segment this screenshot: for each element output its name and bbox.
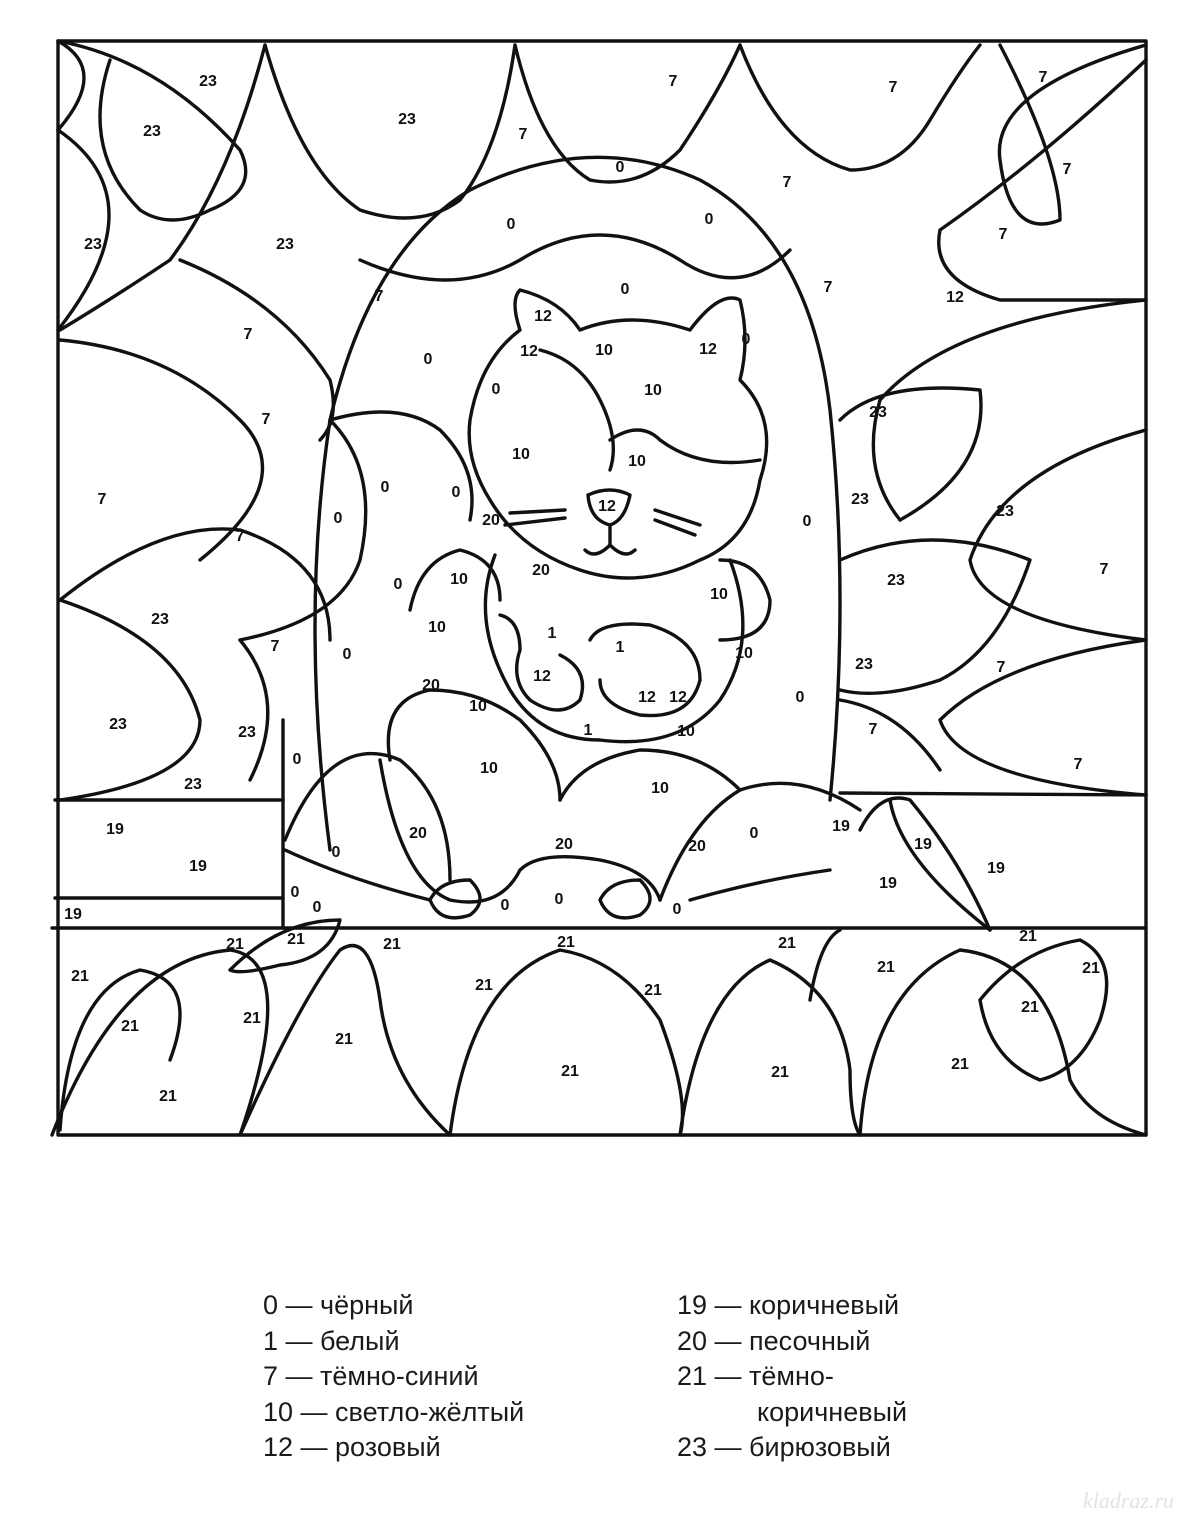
color-number-label: 7: [998, 226, 1008, 244]
legend-entry: 10 — светло-жёлтый: [263, 1396, 525, 1427]
legend-entry: 23 — бирюзовый: [677, 1432, 891, 1462]
legend-entry: 21 — тёмно-: [677, 1361, 834, 1391]
color-number-label: 0: [672, 901, 682, 919]
color-number-label: 21: [561, 1063, 579, 1081]
color-number-label: 21: [226, 936, 244, 954]
legend-entry: 12 — розовый: [263, 1432, 441, 1462]
color-number-label: 19: [987, 860, 1005, 878]
color-number-label: 21: [644, 982, 662, 1000]
color-number-label: 0: [393, 576, 403, 594]
picture-outlines: [52, 41, 1146, 1135]
color-number-label: 0: [290, 884, 300, 902]
color-number-label: 21: [287, 931, 305, 949]
color-number-label: 10: [628, 453, 646, 471]
color-number-label: 0: [802, 513, 812, 531]
color-number-label: 0: [704, 211, 714, 229]
color-number-label: 23: [869, 404, 887, 422]
color-number-label: 19: [106, 821, 124, 839]
color-number-label: 0: [500, 897, 510, 915]
color-number-label: 1: [547, 625, 557, 643]
color-number-label: 0: [506, 216, 516, 234]
color-number-label: 12: [520, 343, 538, 361]
color-number-label: 0: [451, 484, 461, 502]
color-number-label: 21: [778, 935, 796, 953]
color-number-label: 23: [151, 611, 169, 629]
color-number-label: 21: [951, 1056, 969, 1074]
color-number-label: 10: [710, 586, 728, 604]
color-number-label: 0: [620, 281, 630, 299]
color-number-label: 21: [243, 1010, 261, 1028]
color-number-label: 20: [555, 836, 573, 854]
color-number-label: 21: [475, 977, 493, 995]
color-number-label: 23: [84, 236, 102, 254]
color-number-label: 10: [595, 342, 613, 360]
color-number-label: 10: [677, 723, 695, 741]
color-number-label: 7: [668, 73, 678, 91]
color-number-label: 19: [64, 906, 82, 924]
color-number-label: 23: [996, 503, 1014, 521]
color-legend-left: [263, 1288, 524, 1466]
legend-entry: 19 — коричневый: [677, 1290, 900, 1320]
color-number-label: 0: [741, 331, 751, 349]
color-number-label: 23: [199, 73, 217, 91]
color-number-label: 7: [1073, 756, 1083, 774]
color-number-label: 7: [1062, 161, 1072, 179]
color-number-label: 23: [276, 236, 294, 254]
color-number-label: 23: [855, 656, 873, 674]
color-number-label: 7: [782, 174, 792, 192]
color-number-label: 10: [469, 698, 487, 716]
color-number-label: 12: [946, 289, 964, 307]
color-number-label: 20: [482, 512, 500, 530]
color-number-label: 20: [409, 825, 427, 843]
color-number-label: 7: [270, 638, 280, 656]
color-number-label: 21: [383, 936, 401, 954]
color-number-label: 12: [669, 689, 687, 707]
color-number-label: 10: [644, 382, 662, 400]
color-number-label: 19: [914, 836, 932, 854]
color-number-label: 20: [532, 562, 550, 580]
site-watermark: kladraz.ru: [1082, 1488, 1174, 1513]
color-number-label: 10: [735, 645, 753, 663]
color-number-label: 19: [189, 858, 207, 876]
color-number-label: 7: [888, 79, 898, 97]
color-number-label: 0: [491, 381, 501, 399]
color-number-label: 12: [699, 341, 717, 359]
color-number-label: 10: [450, 571, 468, 589]
color-number-label: 1: [615, 639, 625, 657]
color-number-label: 0: [342, 646, 352, 664]
color-number-label: 21: [121, 1018, 139, 1036]
color-number-label: 10: [428, 619, 446, 637]
color-number-label: 7: [823, 279, 833, 297]
color-number-label: 21: [877, 959, 895, 977]
color-number-label: 21: [771, 1064, 789, 1082]
color-number-label: 7: [243, 326, 253, 344]
color-number-label: 21: [557, 934, 575, 952]
color-number-label: 19: [879, 875, 897, 893]
color-number-label: 0: [749, 825, 759, 843]
legend-entry: 1 — белый: [263, 1325, 400, 1356]
legend-entry: 0 — чёрный: [263, 1290, 414, 1320]
color-number-label: 10: [480, 760, 498, 778]
color-number-label: 10: [651, 780, 669, 798]
color-number-label: 7: [235, 528, 245, 546]
color-number-label: 0: [795, 689, 805, 707]
color-number-label: 23: [398, 111, 416, 129]
color-number-label: 0: [554, 891, 564, 909]
color-number-label: 0: [615, 159, 625, 177]
color-number-label: 21: [159, 1088, 177, 1106]
color-number-label: 0: [292, 751, 302, 769]
color-number-label: 21: [1082, 960, 1100, 978]
color-number-label: 0: [331, 844, 341, 862]
color-number-label: 7: [261, 411, 271, 429]
color-number-label: 23: [887, 572, 905, 590]
legend-entry: 7 — тёмно-синий: [263, 1361, 479, 1391]
color-number-label: 20: [422, 677, 440, 695]
color-number-label: 21: [1019, 928, 1037, 946]
color-number-label: 12: [598, 498, 616, 516]
color-number-label: 23: [109, 716, 127, 734]
color-number-label: 21: [335, 1031, 353, 1049]
color-number-label: 0: [380, 479, 390, 497]
color-number-label: 7: [1038, 69, 1048, 87]
color-number-label: 23: [143, 123, 161, 141]
color-number-label: 23: [851, 491, 869, 509]
color-number-label: 0: [312, 899, 322, 917]
color-number-label: 7: [996, 659, 1006, 677]
color-number-label: 20: [688, 838, 706, 856]
legend-entry-continuation: коричневый: [757, 1396, 908, 1427]
color-number-label: 0: [333, 510, 343, 528]
color-number-label: 7: [1099, 561, 1109, 579]
color-number-label: 21: [71, 968, 89, 986]
color-number-label: 23: [184, 776, 202, 794]
color-number-label: 0: [423, 351, 433, 369]
legend-entry: 20 — песочный: [677, 1325, 871, 1356]
color-number-label: 7: [868, 721, 878, 739]
color-number-label: 10: [512, 446, 530, 464]
color-number-label: 7: [374, 288, 384, 306]
color-legend-right: [677, 1288, 907, 1466]
color-number-label: 23: [238, 724, 256, 742]
color-number-label: 12: [638, 689, 656, 707]
color-number-label: 7: [97, 491, 107, 509]
color-number-label: 12: [533, 668, 551, 686]
color-number-label: 1: [583, 722, 593, 740]
color-number-label: 12: [534, 308, 552, 326]
color-number-label: 21: [1021, 999, 1039, 1017]
color-number-label: 7: [518, 126, 528, 144]
color-number-label: 19: [832, 818, 850, 836]
